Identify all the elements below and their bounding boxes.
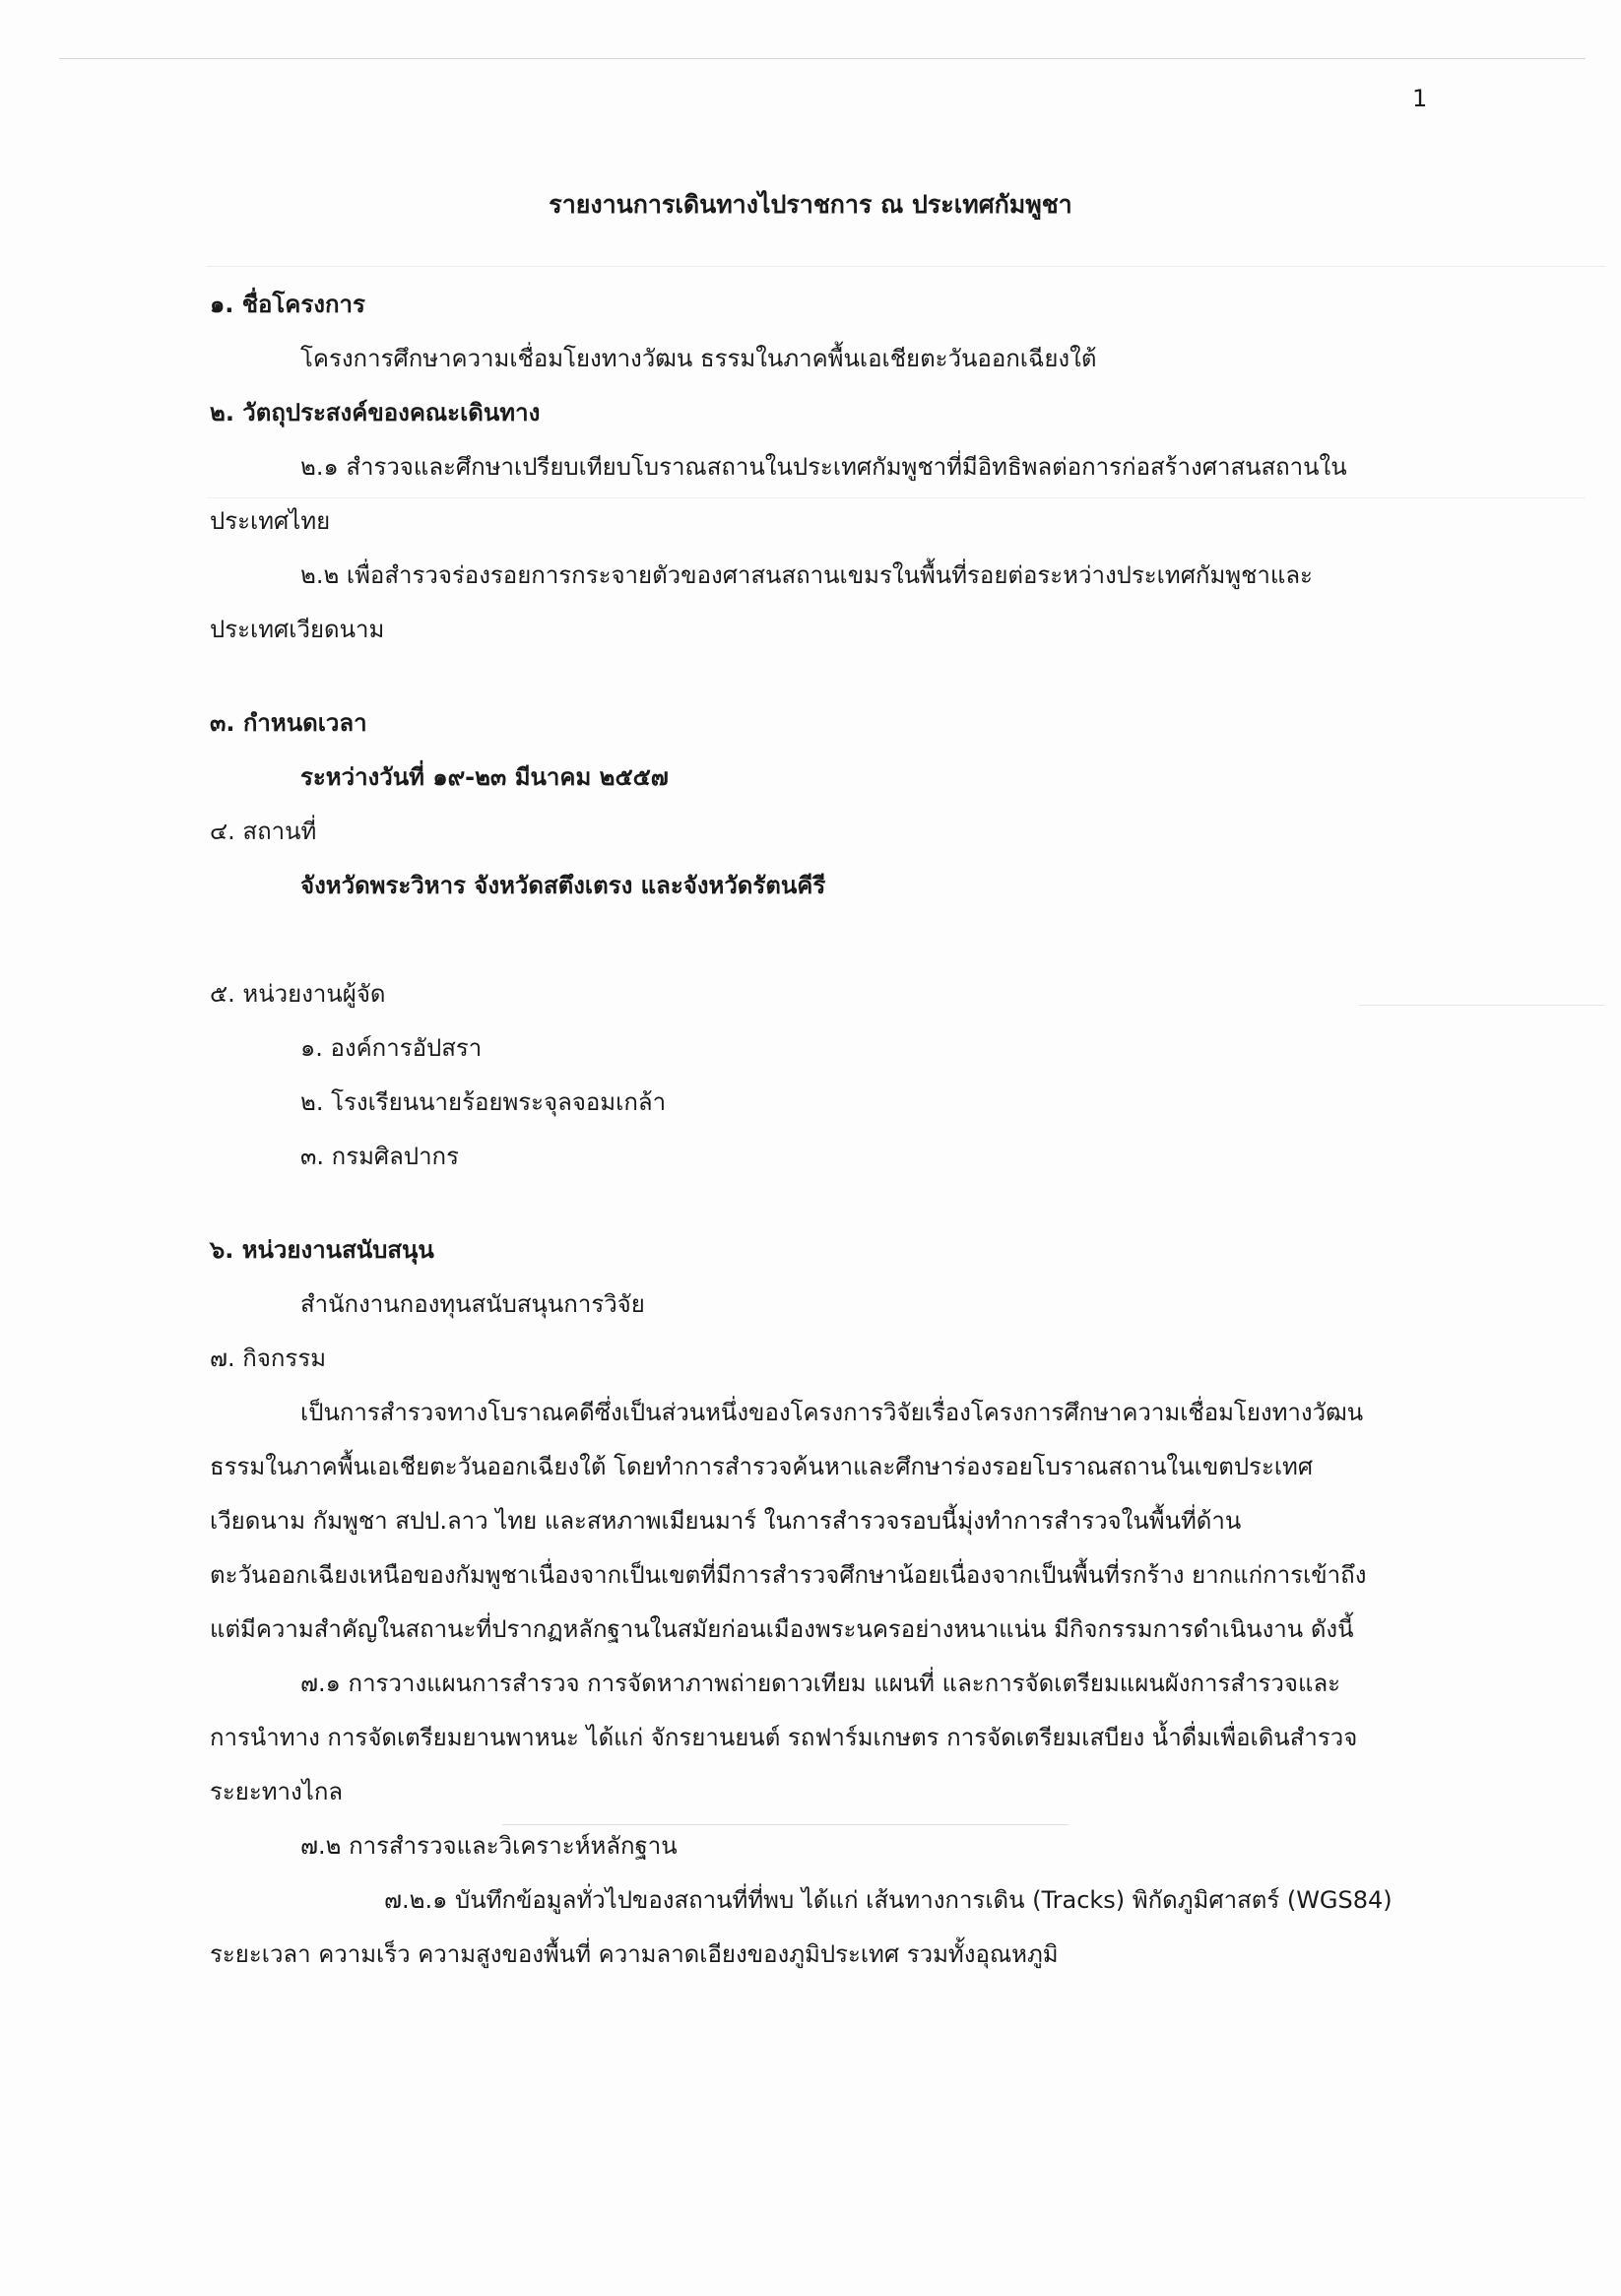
section-heading-activities: ๗. กิจกรรม xyxy=(210,1345,327,1372)
section-heading-objectives: ๒. วัตถุประสงค์ของคณะเดินทาง xyxy=(210,399,541,426)
organizer-item: ๑. องค์การอัปสรา xyxy=(300,1034,483,1062)
objective-2-text: ๒.๒ เพื่อสำรวจร่องรอยการกระจายตัวของศาสนสถานเขมรในพื้นที่รอยต่อระหว่างประเทศกัมพูชาและ xyxy=(300,561,1313,589)
activities-paragraph-line: เป็นการสำรวจทางโบราณคดีซึ่งเป็นส่วนหนึ่งของโครงการวิจัยเรื่องโครงการศึกษาความเชื่อมโยงทางวัฒน xyxy=(300,1399,1364,1426)
scan-artifact-line xyxy=(59,58,1586,59)
activities-paragraph-line: เวียดนาม กัมพูชา สปป.ลาว ไทย และสหภาพเมียนมาร์ ในการสำรวจรอบนี้มุ่งทำการสำรวจในพื้นที่ด้าน xyxy=(210,1507,1242,1535)
objective-1-text: ๒.๑ สำรวจและศึกษาเปรียบเทียบโบราณสถานในประเทศกัมพูชาที่มีอิทธิพลต่อการก่อสร้างศาสนสถานใน xyxy=(300,453,1347,481)
organizer-item: ๒. โรงเรียนนายร้อยพระจุลจอมเกล้า xyxy=(300,1088,667,1116)
activities-paragraph-line: แต่มีความสำคัญในสถานะที่ปรากฏหลักฐานในสมัยก่อนเมืองพระนครอย่างหนาแน่น มีกิจกรรมการดำเนินงาน ดังนี้ xyxy=(210,1615,1354,1643)
section-heading-location: ๔. สถานที่ xyxy=(210,818,317,845)
location-text: จังหวัดพระวิหาร จังหวัดสตึงเตรง และจังหวัดรัตนคีรี xyxy=(300,872,826,899)
section-heading-organizers: ๕. หน่วยงานผู้จัด xyxy=(210,980,386,1008)
activities-paragraph-line: ตะวันออกเฉียงเหนือของกัมพูชาเนื่องจากเป็นเขตที่มีการสำรวจศึกษาน้อยเนื่องจากเป็นพื้นที่รกร้าง ยากแก่การเข้าถึง xyxy=(210,1561,1367,1589)
organizer-item: ๓. กรมศิลปากร xyxy=(300,1143,459,1170)
activity-7-1-line: การนำทาง การจัดเตรียมยานพาหนะ ได้แก่ จักรยานยนต์ รถฟาร์มเกษตร การจัดเตรียมเสบียง น้ำดื่มเพื่อเดินสำรวจ xyxy=(210,1724,1358,1751)
activity-7-2-1-line: ๗.๒.๑ บันทึกข้อมูลทั่วไปของสถานที่ที่พบ ได้แก่ เส้นทางการเดิน (Tracks) พิกัดภูมิศาสตร์ (WGS84) xyxy=(384,1886,1393,1914)
schedule-text: ระหว่างวันที่ ๑๙-๒๓ มีนาคม ๒๕๕๗ xyxy=(300,763,669,791)
scan-artifact-line xyxy=(1359,1005,1605,1006)
section-heading-project-name: ๑. ชื่อโครงการ xyxy=(210,291,365,318)
activity-7-1-line: ระยะทางไกล xyxy=(210,1778,344,1805)
project-name-text: โครงการศึกษาความเชื่อมโยงทางวัฒน ธรรมในภาคพื้นเอเชียตะวันออกเฉียงใต้ xyxy=(300,345,1097,372)
activities-paragraph-line: ธรรมในภาคพื้นเอเชียตะวันออกเฉียงใต้ โดยทำการสำรวจค้นหาและศึกษาร่องรอยโบราณสถานในเขตประเทศ xyxy=(210,1453,1314,1480)
activity-7-1-line: ๗.๑ การวางแผนการสำรวจ การจัดหาภาพถ่ายดาวเทียม แผนที่ และการจัดเตรียมแผนผังการสำรวจและ xyxy=(300,1670,1341,1697)
scan-artifact-line xyxy=(207,497,1586,498)
section-heading-schedule: ๓. กำหนดเวลา xyxy=(210,709,367,737)
document-title: รายงานการเดินทางไปราชการ ณ ประเทศกัมพูชา xyxy=(549,190,1072,219)
activity-7-2-heading: ๗.๒ การสำรวจและวิเคราะห์หลักฐาน xyxy=(300,1832,678,1860)
supporter-text: สำนักงานกองทุนสนับสนุนการวิจัย xyxy=(300,1290,645,1318)
page-number: 1 xyxy=(1412,85,1428,112)
objective-2-text-cont: ประเทศเวียดนาม xyxy=(210,616,385,643)
activity-7-2-1-line: ระยะเวลา ความเร็ว ความสูงของพื้นที่ ความลาดเอียงของภูมิประเทศ รวมทั้งอุณหภูมิ xyxy=(210,1940,1059,1968)
objective-1-text-cont: ประเทศไทย xyxy=(210,507,331,535)
section-heading-supporters: ๖. หน่วยงานสนับสนุน xyxy=(210,1236,434,1264)
scan-artifact-line xyxy=(207,266,1605,267)
scan-artifact-line xyxy=(502,1824,1069,1825)
